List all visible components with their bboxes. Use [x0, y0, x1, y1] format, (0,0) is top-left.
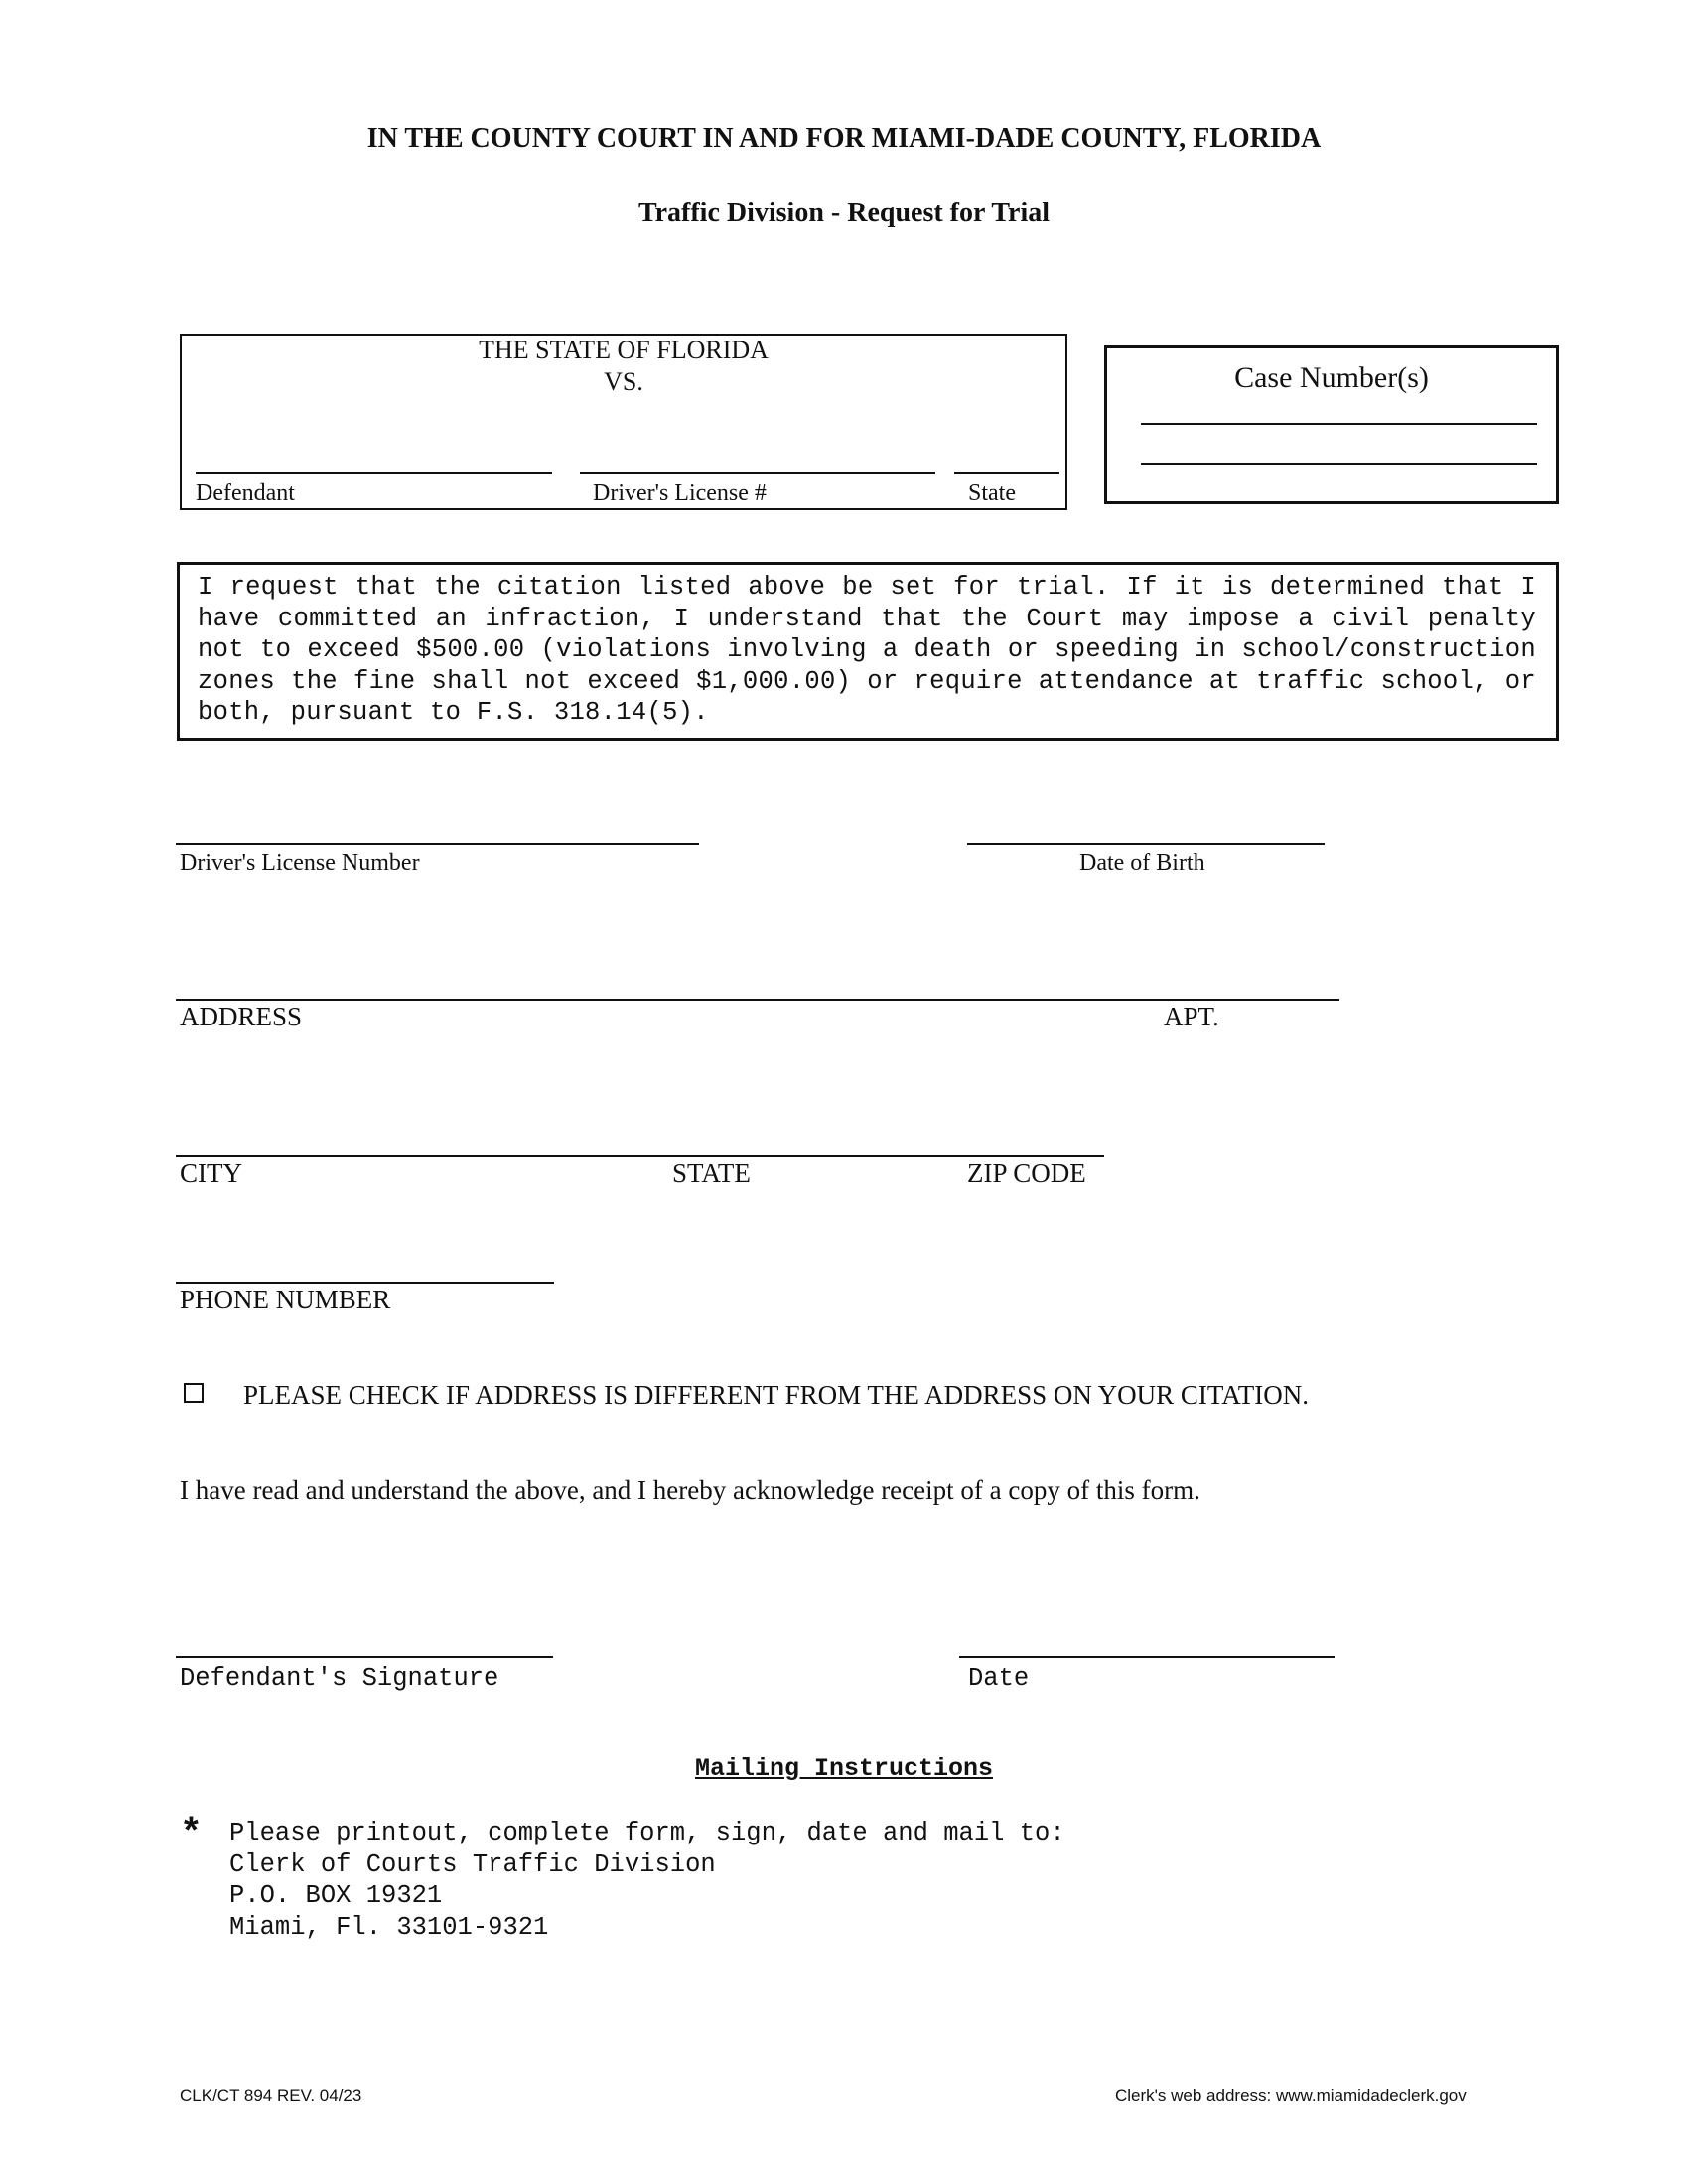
case-number-line[interactable] [1141, 463, 1537, 465]
defendant-line[interactable] [196, 472, 552, 474]
defendant-label: Defendant [196, 480, 295, 506]
address-label: ADDRESS [180, 1002, 303, 1031]
drivers-license-line[interactable] [176, 843, 699, 845]
zip-label: ZIP CODE [967, 1159, 1086, 1188]
mailing-line: Please printout, complete form, sign, date and mail to: [229, 1819, 1065, 1847]
address-change-checkbox[interactable] [184, 1383, 204, 1403]
mailing-line: Miami, Fl. 33101-9321 [229, 1912, 549, 1942]
city-label: CITY [180, 1159, 242, 1188]
apt-label: APT. [1164, 1002, 1219, 1031]
address-line[interactable] [176, 999, 1339, 1001]
mailing-line: Clerk of Courts Traffic Division [229, 1849, 716, 1879]
address-change-label: PLEASE CHECK IF ADDRESS IS DIFFERENT FROM THE ADDRESS ON YOUR CITATION. [243, 1380, 1309, 1410]
bullet-icon: * [180, 1813, 203, 1855]
caption-dl-label: Driver's License # [593, 480, 767, 506]
vs-text: VS. [604, 367, 643, 396]
drivers-license-label: Driver's License Number [180, 850, 420, 876]
mailing-address [229, 1818, 1065, 1943]
web-address: Clerk's web address: www.miamidadeclerk.gov [1115, 2086, 1467, 2105]
caption-state-label: State [968, 480, 1016, 506]
form-number: CLK/CT 894 REV. 04/23 [180, 2086, 362, 2105]
city-state-zip-line[interactable] [176, 1155, 1104, 1157]
dob-line[interactable] [967, 843, 1325, 845]
case-number-line[interactable] [1141, 423, 1537, 425]
signature-label: Defendant's Signature [180, 1664, 499, 1693]
signature-line[interactable] [176, 1656, 553, 1658]
court-title: IN THE COUNTY COURT IN AND FOR MIAMI-DADE COUNTY, FLORIDA [366, 123, 1322, 154]
date-label: Date [968, 1664, 1030, 1693]
case-number-title: Case Number(s) [1234, 361, 1429, 394]
phone-label: PHONE NUMBER [180, 1285, 391, 1314]
state-label: STATE [672, 1159, 751, 1188]
date-line[interactable] [959, 1656, 1335, 1658]
dob-label: Date of Birth [1079, 850, 1205, 876]
mailing-line: P.O. BOX 19321 [229, 1881, 443, 1910]
phone-line[interactable] [176, 1282, 554, 1284]
caption-state-line[interactable] [954, 472, 1059, 474]
caption-dl-line[interactable] [580, 472, 935, 474]
mailing-title: Mailing Instructions [694, 1754, 994, 1783]
state-of-florida-text: THE STATE OF FLORIDA [479, 336, 769, 364]
form-title: Traffic Division - Request for Trial [638, 198, 1050, 228]
acknowledgment-text: I have read and understand the above, and I hereby acknowledge receipt of a copy of this form. [180, 1475, 1200, 1505]
notice-text: I request that the citation listed above be set for trial. If it is determined that I have committed an infraction, I understand that the Court may impose a civil penalty not to exceed $500.00 (violations involving a death or speeding in school/construction zones the fine shall not exceed $1,000.00) or require attendance at traffic school, or both, pursuant to F.S. 318.14(5). [198, 573, 1536, 727]
